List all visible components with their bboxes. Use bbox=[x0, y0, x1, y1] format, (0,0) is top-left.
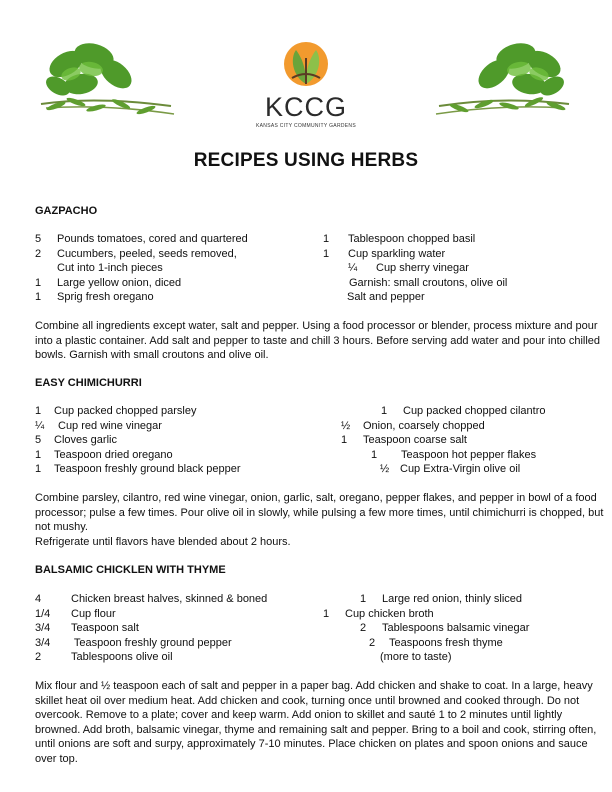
ingredient-row: 1 Cup packed chopped cilantro bbox=[381, 405, 546, 417]
ingredient-row: 2 Tablespoons olive oil bbox=[35, 651, 173, 663]
ingredient-row: 5 Cloves garlic bbox=[35, 434, 117, 446]
ingredient-row: Salt and pepper bbox=[347, 291, 425, 303]
logo-wordmark: KCCG bbox=[264, 92, 347, 122]
ingredient-row: 1 Sprig fresh oregano bbox=[35, 291, 154, 303]
ingredient-row: 1 Teaspoon hot pepper flakes bbox=[371, 448, 537, 461]
recipe-heading-gazpacho: GAZPACHO bbox=[35, 205, 98, 217]
ingredient-row: 1 Teaspoon freshly ground black pepper bbox=[35, 463, 241, 475]
ingredient-row: 2 Teaspoons fresh thyme bbox=[369, 636, 503, 649]
chimichurri-directions-text: Combine parsley, cilantro, red wine vinegar, onion, garlic, salt, oregano, pepper flakes, and pepper in bowl of a food processor; pulse a few times. Pour olive oil in slowly, while pulsing a few more times, until chimichurri is chopped, but not mushy. bbox=[35, 492, 604, 533]
chimichurri-ingredients-left bbox=[35, 404, 241, 477]
ingredient-row: ¼ Cup red wine vinegar bbox=[35, 419, 162, 432]
herb-illustration-left bbox=[36, 34, 176, 124]
ingredient-row: 1 Cup sparkling water bbox=[323, 247, 446, 260]
gazpacho-directions: Combine all ingredients except water, salt and pepper. Using a food processor or blender, process mixture and pour into a plastic container. Add salt and pepper to taste and chill 3 hours. Before serving add water and pour into chilled bowls. Garnish with small croutons and olive oil. bbox=[35, 320, 601, 361]
ingredient-row: 4 Chicken breast halves, skinned & boned bbox=[35, 593, 268, 605]
chicken-directions: Mix flour and ½ teaspoon each of salt and pepper in a paper bag. Add chicken and shake to coat. In a large, heavy skillet heat oil over medium heat. Add chicken and cook, turning once until browned and cooked through. Do not overcook. Remove to a plate; cover and keep warm. Add onion to skillet and sauté 1 to 2 minutes until lightly browned. Add broth, balsamic vinegar, thyme and remaining salt and pepper. Bring to a boil and cook, stirring often, until onions are soft and surpy, approximately 7-10 minutes. Place chicken on plates and spoon onions and sauce over top. bbox=[35, 680, 597, 765]
ingredient-row: ¼ Cup sherry vinegar bbox=[348, 262, 469, 274]
ingredient-row: 1 Large yellow onion, diced bbox=[35, 276, 182, 289]
herb-illustration-right bbox=[434, 34, 574, 124]
recipe-heading-balsamic-chicken: BALSAMIC CHICKLEN WITH THYME bbox=[35, 564, 226, 576]
gazpacho-ingredients-left bbox=[35, 232, 248, 305]
page-title: RECIPES USING HERBS bbox=[193, 150, 419, 171]
ingredient-row: 1 Large red onion, thinly sliced bbox=[360, 593, 523, 605]
chicken-ingredients-right bbox=[323, 592, 529, 665]
kccg-logo bbox=[254, 40, 358, 132]
ingredient-row: 2 Cucumbers, peeled, seeds removed, bbox=[35, 247, 237, 260]
ingredient-row: 1 Cup packed chopped parsley bbox=[35, 405, 197, 417]
chimichurri-refrigerate-note: Refrigerate until flavors have blended about 2 hours. bbox=[35, 535, 291, 548]
ingredient-row: ½ Onion, coarsely chopped bbox=[341, 419, 485, 432]
ingredient-row: 1 Tablespoon chopped basil bbox=[323, 233, 476, 245]
ingredient-row: 1 Teaspoon coarse salt bbox=[341, 434, 467, 446]
ingredient-row: 3/4 Teaspoon salt bbox=[35, 622, 139, 634]
ingredient-row: Garnish: small croutons, olive oil bbox=[349, 276, 508, 289]
leaf-logo-icon bbox=[282, 40, 330, 88]
ingredient-row: 1 Teaspoon dried oregano bbox=[35, 448, 173, 461]
gazpacho-ingredients-right bbox=[323, 232, 507, 305]
recipe-heading-chimichurri: EASY CHIMICHURRI bbox=[35, 377, 142, 389]
ingredient-row: 5 Pounds tomatoes, cored and quartered bbox=[35, 233, 248, 245]
ingredient-row: 1/4 Cup flour bbox=[35, 607, 116, 620]
logo-subtitle: KANSAS CITY COMMUNITY GARDENS bbox=[256, 123, 356, 129]
ingredient-row: 1 Cup chicken broth bbox=[323, 607, 434, 620]
ingredient-row: Cut into 1-inch pieces bbox=[57, 262, 163, 274]
chicken-ingredients-left bbox=[35, 592, 267, 665]
ingredient-row: (more to taste) bbox=[380, 651, 452, 663]
ingredient-row: ½ Cup Extra-Virgin olive oil bbox=[380, 463, 521, 475]
chimichurri-directions bbox=[35, 491, 607, 549]
ingredient-row: 3/4 Teaspoon freshly ground pepper bbox=[35, 636, 232, 649]
chimichurri-ingredients-right bbox=[341, 404, 545, 477]
ingredient-row: 2 Tablespoons balsamic vinegar bbox=[360, 622, 530, 634]
